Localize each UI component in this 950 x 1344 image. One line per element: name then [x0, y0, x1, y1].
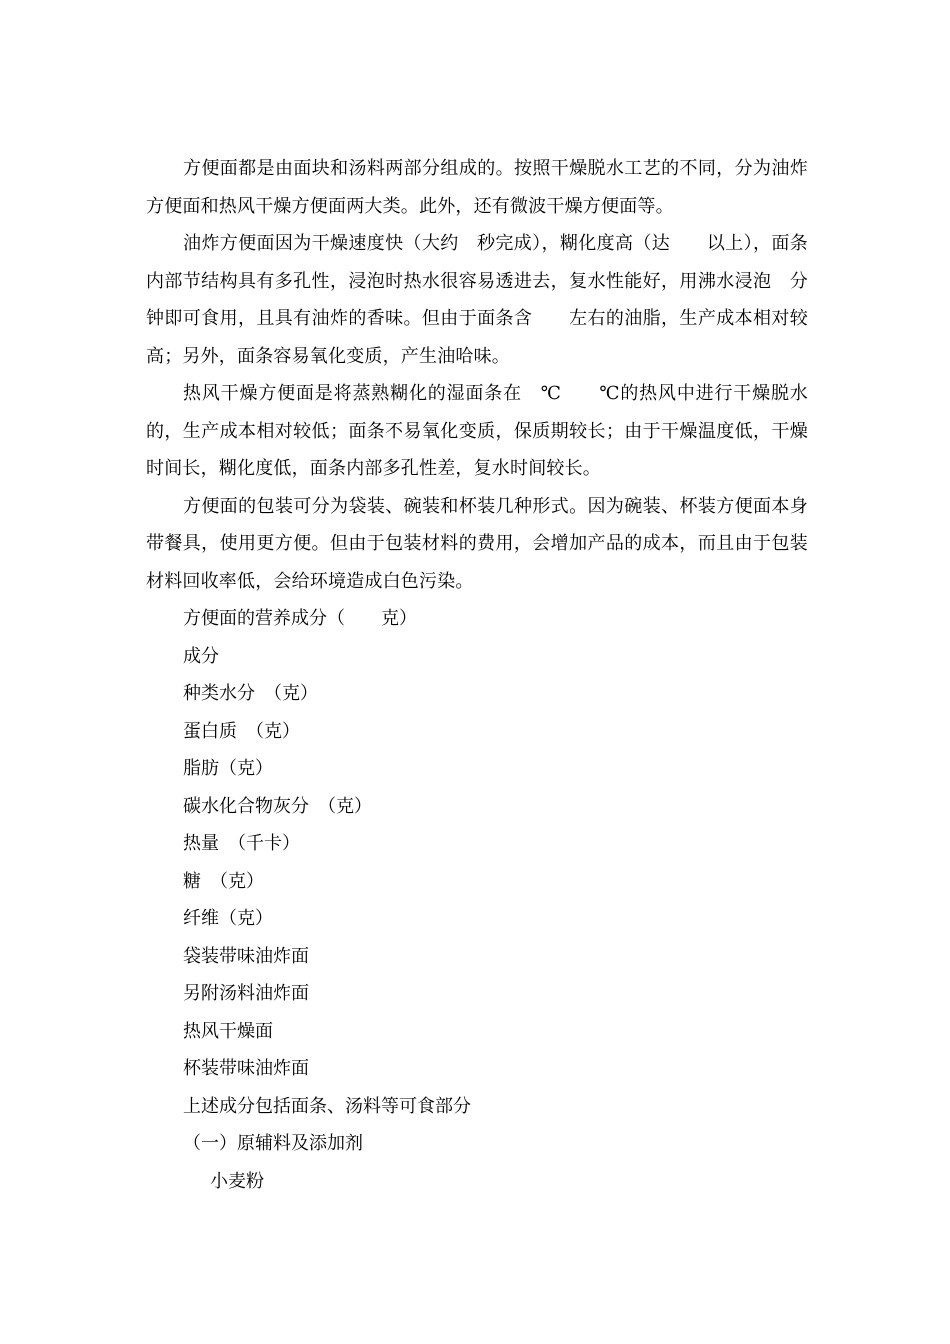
paragraph-overview: 方便面都是由面块和汤料两部分组成的。按照干燥脱水工艺的不同，分为油炸方便面和热风干燥方便面两大类。此外，还有微波干燥方便面等。 [146, 158, 808, 217]
nutrition-row-hot-air-dried: 热风干燥面 [183, 1020, 273, 1042]
nutrition-header-sugar: 糖 （克） [183, 870, 264, 892]
nutrition-header-protein: 蛋白质 （克） [183, 720, 300, 742]
paragraph-packaging: 方便面的包装可分为袋装、碗装和杯装几种形式。因为碗装、杯装方便面本身带餐具，使用更方便。但由于包装材料的费用，会增加产品的成本，而且由于包装材料回收率低，会给环境造成白色污染。 [146, 495, 808, 592]
section-heading-ingredients: （一）原辅料及添加剂 [183, 1133, 363, 1154]
nutrition-header-fiber: 纤维（克） [183, 908, 273, 929]
paragraph-hot-air-noodles: 热风干燥方便面是将蒸熟糊化的湿面条在 ℃ ℃的热风中进行干燥脱水的，生产成本相对较低；面条不易氧化变质，保质期较长；由于干燥温度低，干燥时间长，糊化度低，面条内部多孔性差，复水时间较长。 [146, 383, 808, 479]
paragraph-fried-noodles: 油炸方便面因为干燥速度快（大约 秒完成），糊化度高（达 以上），面条内部节结构具有多孔性，浸泡时热水很容易透进去，复水性能好，用沸水浸泡 分钟即可食用，且具有油炸的香味。但由于面条含 左右的油脂，生产成本相对较高；另外，面条容易氧化变质，产生油哈味。 [146, 233, 808, 367]
nutrition-header-component: 成分 [183, 645, 219, 667]
nutrition-table-title: 方便面的营养成分（ 克） [183, 608, 417, 629]
nutrition-header-energy: 热量 （千卡） [183, 833, 300, 854]
nutrition-row-bagged-fried: 袋装带味油炸面 [183, 945, 309, 967]
subsection-heading-wheat-flour: 小麦粉 [210, 1170, 264, 1192]
nutrition-header-moisture: 种类水分 （克） [183, 683, 318, 704]
nutrition-header-carbohydrate-ash: 碳水化合物灰分 （克） [183, 795, 372, 817]
nutrition-row-separate-soup-fried: 另附汤料油炸面 [183, 983, 309, 1004]
nutrition-table-note: 上述成分包括面条、汤料等可食部分 [183, 1095, 471, 1117]
nutrition-header-fat: 脂肪（克） [183, 758, 273, 779]
nutrition-row-cup-fried: 杯装带味油炸面 [183, 1058, 309, 1079]
document-body [146, 150, 808, 1200]
